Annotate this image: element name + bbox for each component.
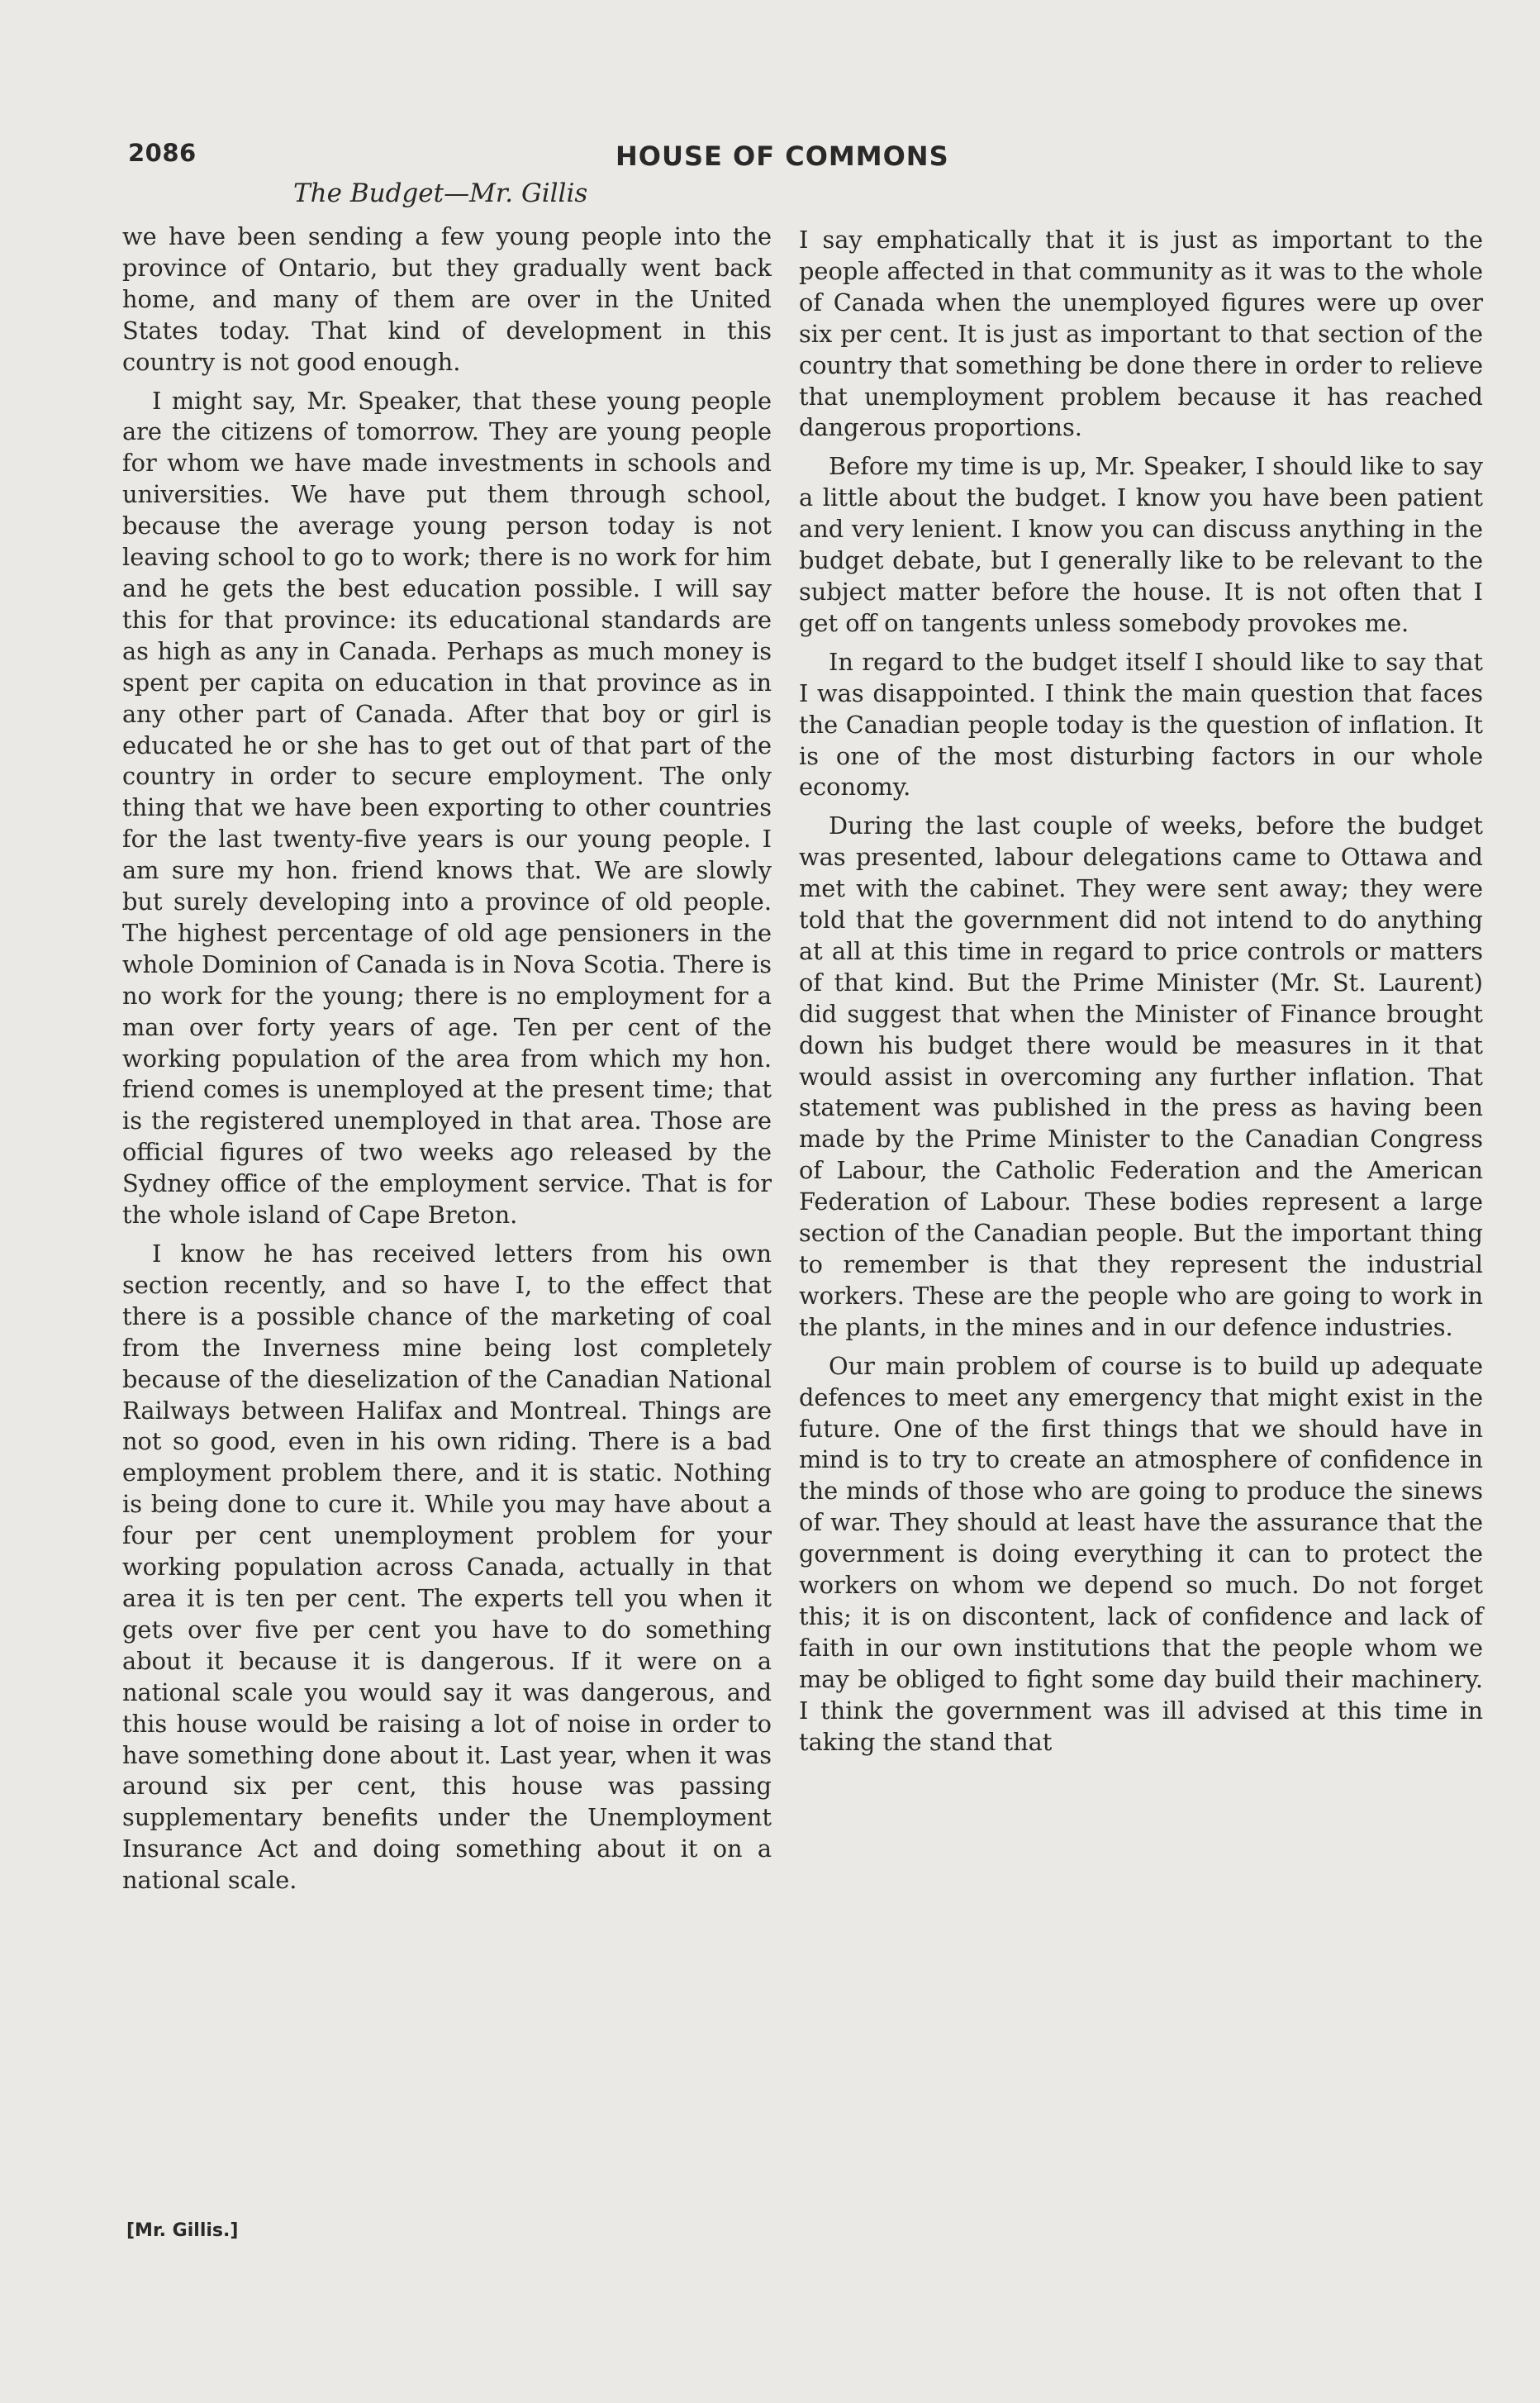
paragraph: I know he has received letters from his own section recently, and so have I, to the effect that there is a possible chance of the marketing of coal from the Inverness mine being lost completely because of the dieselization of the Canadian National Railways between Halifax and Montreal. Things are not so good, even in his own riding. There is a bad employment problem there, and it is static. Nothing is being done to cure it. While you may have about a four per cent unemployment problem for your working population across Canada, actually in that area it is ten per cent. The experts tell you when it gets over five per cent you have to do something about it because it is dangerous. If it were on a national scale you would say it was dangerous, and this house would be raising a lot of noise in order to have something done about it. Last year, when it was around six per cent, this house was passing supplementary benefits under the Unemployment Insurance Act and doing something about it on a national scale. xyxy=(122,1240,772,1895)
paragraph: Before my time is up, Mr. Speaker, I should like to say a little about the budget. I know you have been patient and very lenient. I know you can discuss anything in the budget debate, but I generally like to be relevant to the subject matter before the house. It is not often that I get off on tangents unless somebody provokes me. xyxy=(799,452,1483,637)
page-number: 2086 xyxy=(128,139,197,167)
running-subtitle: The Budget—Mr. Gillis xyxy=(293,178,588,208)
left-column xyxy=(122,221,772,1904)
paragraph: Our main problem of course is to build up adequate defences to meet any emergency that might exist in the future. One of the first things that we should have in mind is to try to create an atmosphere of confidence in the minds of those who are going to produce the sinews of war. They should at least have the assurance that the government is doing everything it can to protect the workers on whom we depend so much. Do not forget this; it is on discontent, lack of confidence and lack of faith in our own institutions that the people whom we may be obliged to fight some day build their machinery. I think the government was ill advised at this time in taking the stand that xyxy=(799,1351,1483,1756)
paragraph: I might say, Mr. Speaker, that these young people are the citizens of tomorrow. They are young people for whom we have made investments in schools and universities. We have put them through school, because the average young person today is not leaving school to go to work; there is no work for him and he gets the best education possible. I will say this for that province: its educational standards are as high as any in Canada. Perhaps as much money is spent per capita on education in that province as in any other part of Canada. After that boy or girl is educated he or she has to get out of that part of the country in order to secure employment. The only thing that we have been exporting to other countries for the last twenty-five years is our young people. I am sure my hon. friend knows that. We are slowly but surely developing into a province of old people. The highest percentage of old age pensioners in the whole Dominion of Canada is in Nova Scotia. There is no work for the young; there is no employment for a man over forty years of age. Ten per cent of the working population of the area from which my hon. friend comes is unemployed at the present time; that is the registered unemployed in that area. Those are official figures of two weeks ago released by the Sydney office of the employment service. That is for the whole island of Cape Breton. xyxy=(122,386,772,1230)
footer-speaker: [Mr. Gillis.] xyxy=(126,2220,239,2241)
paragraph: In regard to the budget itself I should like to say that I was disappointed. I think the main question that faces the Canadian people today is the question of inflation. It is one of the most disturbing factors in our whole economy. xyxy=(799,647,1483,802)
right-column xyxy=(799,225,1483,1766)
paragraph: I say emphatically that it is just as important to the people affected in that community as it was to the whole of Canada when the unemployed figures were up over six per cent. It is just as important to that section of the country that something be done there in order to relieve that unemployment problem because it has reached dangerous proportions. xyxy=(799,226,1483,442)
paragraph: we have been sending a few young people into the province of Ontario, but they gradually went back home, and many of them are over in the United States today. That kind of development in this country is not good enough. xyxy=(122,222,772,376)
running-title: HOUSE OF COMMONS xyxy=(616,140,949,172)
paragraph: During the last couple of weeks, before the budget was presented, labour delegations came to Ottawa and met with the cabinet. They were sent away; they were told that the government did not intend to do anything at all at this time in regard to price controls or matters of that kind. But the Prime Minister (Mr. St. Laurent) did suggest that when the Minister of Finance brought down his budget there would be measures in it that would assist in overcoming any further inflation. That statement was published in the press as having been made by the Prime Minister to the Canadian Congress of Labour, the Catholic Federation and the American Federation of Labour. These bodies represent a large section of the Canadian people. But the important thing to remember is that they represent the industrial workers. These are the people who are going to work in the plants, in the mines and in our defence industries. xyxy=(799,811,1483,1341)
